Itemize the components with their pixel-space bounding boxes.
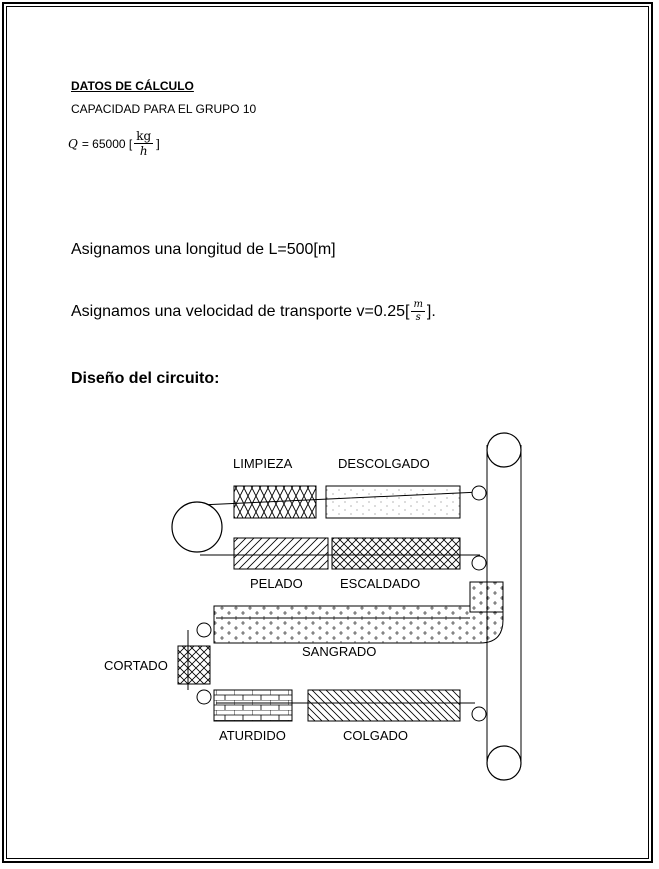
pulley-small-3 [197,623,211,637]
formula-denominator: h [139,144,148,158]
formula-close: ] [155,136,160,151]
pulley-small-1 [472,486,486,500]
pulley-small-2 [472,556,486,570]
station-colgado [308,690,460,721]
pulley-small-4 [197,690,211,704]
station-sangrado [214,606,503,643]
capacidad-label: CAPACIDAD PARA EL GRUPO 10 [71,102,257,116]
station-aturdido [214,690,292,721]
station-limpieza [234,486,316,518]
pulley-top-right [487,433,521,467]
velocidad-close: ]. [426,302,436,320]
formula-variable: Q [68,136,78,151]
label-cortado: CORTADO [104,658,168,673]
pulley-bottom-right [487,746,521,780]
station-escaldado [332,538,460,569]
label-colgado: COLGADO [343,728,409,743]
formula-value: = 65000 [ [81,136,133,151]
station-pelado [234,538,328,569]
label-sangrado: SANGRADO [302,644,377,659]
label-pelado: PELADO [250,576,303,591]
pulley-left-large [172,502,222,552]
station-cortado [178,646,210,684]
design-title: Diseño del circuito: [71,370,220,387]
label-escaldado: ESCALDADO [340,576,421,591]
station-descolgado [326,486,460,518]
label-limpieza: LIMPIEZA [233,456,293,471]
pulley-small-5 [472,707,486,721]
station-sangrado-vertical [470,582,503,612]
label-aturdido: ATURDIDO [219,728,286,743]
longitud-text: Asignamos una longitud de L=500[m] [71,241,336,258]
velocidad-denominator: s [415,312,421,323]
formula-numerator: kg [136,129,152,143]
velocidad-numerator: m [413,299,423,310]
section-title: DATOS DE CÁLCULO [71,79,194,93]
label-descolgado: DESCOLGADO [338,456,430,471]
velocidad-main: Asignamos una velocidad de transporte v=0.25[ [71,302,410,320]
